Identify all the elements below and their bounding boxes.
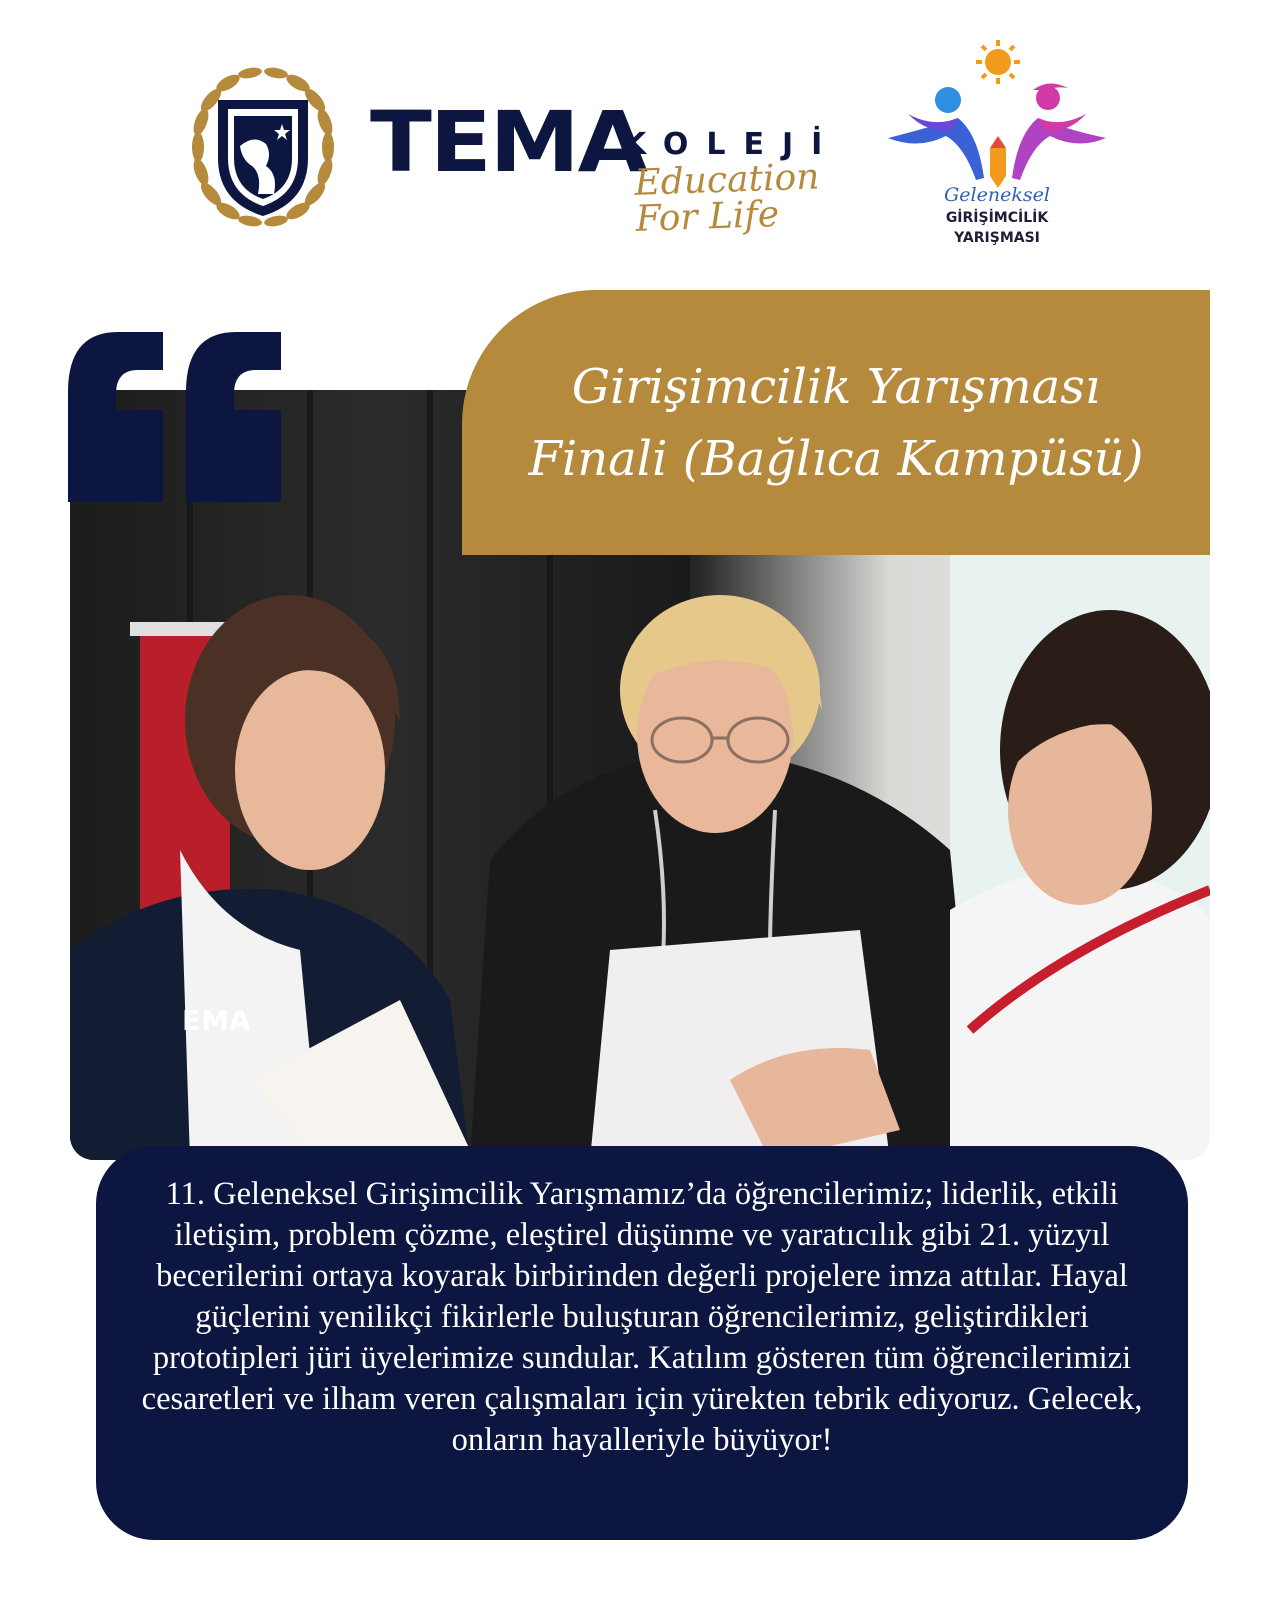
sun-icon bbox=[976, 40, 1020, 84]
contest-logo bbox=[888, 38, 1106, 252]
contest-script-text: Geleneksel bbox=[944, 184, 1050, 206]
description-box bbox=[96, 1146, 1188, 1540]
school-suffix: KOLEJİ bbox=[623, 127, 841, 162]
title-banner bbox=[462, 290, 1210, 555]
school-wordmark: TEMA bbox=[370, 93, 646, 191]
tema-koleji-logo bbox=[178, 62, 858, 240]
shield-emblem-icon bbox=[218, 100, 308, 216]
children-pencil-icon bbox=[888, 38, 1106, 188]
jacket-logo-text: EMA bbox=[182, 1004, 251, 1037]
quote-mark-icon bbox=[68, 332, 283, 502]
title-line-2: Finali (Bağlıca Kampüsü) bbox=[528, 430, 1144, 487]
contest-title-line2: YARIŞMASI bbox=[954, 230, 1040, 246]
school-tagline: Education For Life bbox=[633, 156, 821, 240]
contest-title-line1: GİRİŞİMCİLİK bbox=[945, 210, 1049, 226]
laurel-wreath-icon bbox=[178, 62, 348, 232]
description-text: 11. Geleneksel Girişimcilik Yarışmamız’da öğrencilerimiz; liderlik, etkili iletişim, problem çözme, eleştirel düşünme ve yaratıcılık gibi 21. yüzyıl becerilerini ortaya koyarak birbirinden değerli projelere imza attılar. Hayal güçlerini yenilikçi fikirlerle buluşturan öğrencilerimiz, geliştirdikleri prototipleri jüri üyelerimize sundular. Katılım gösteren tüm öğrencilerimizi cesaretleri ve ilham veren çalışmaları için yürekten tebrik ediyoruz. Gelecek, onların hayalleriyle büyüyor! bbox=[141, 1176, 1143, 1458]
title-line-1: Girişimcilik Yarışması bbox=[571, 358, 1101, 415]
pencil-icon bbox=[990, 136, 1006, 188]
